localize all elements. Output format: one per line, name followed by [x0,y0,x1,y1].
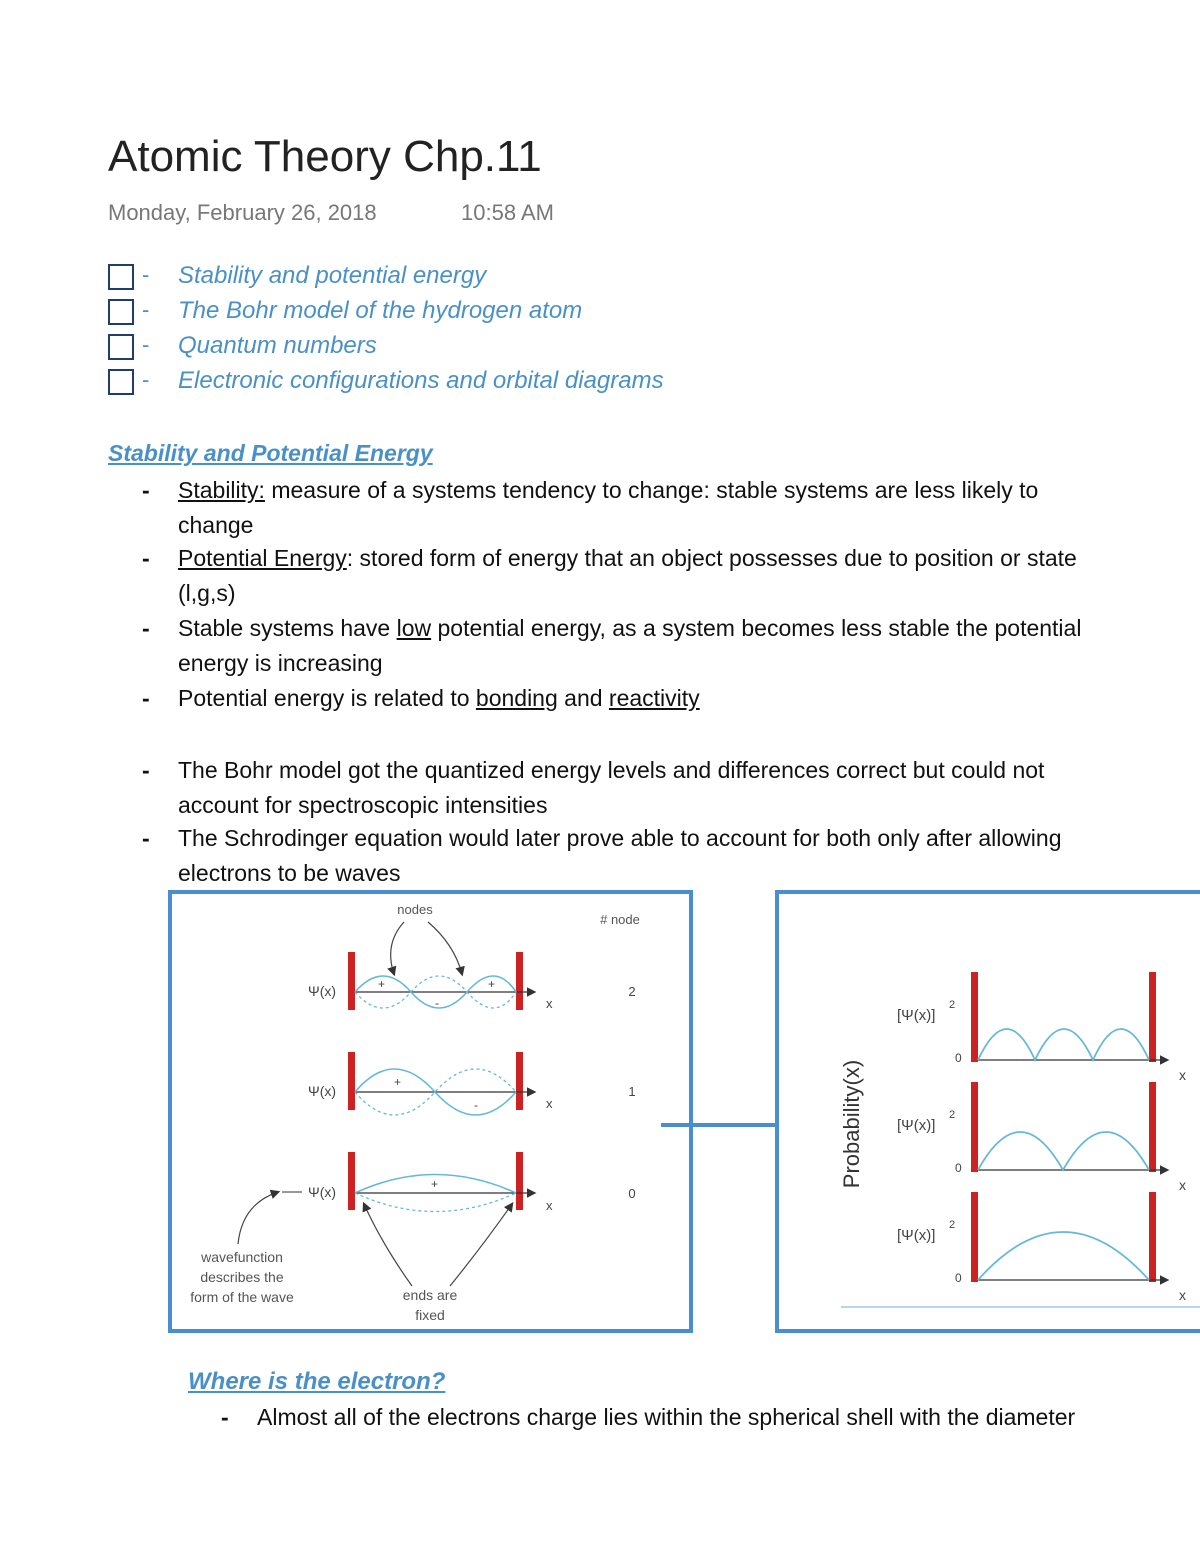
node-count: 0 [628,1186,636,1201]
bullet-bohr-model [142,753,1045,823]
bullet-text: The Bohr model got the quantized energy levels and differences correct but could not [178,757,1045,783]
bullet-electron-charge [221,1400,1076,1435]
annotation-arrow [364,1204,412,1286]
todo-checkbox[interactable] [108,264,134,290]
bullet-dash: - [221,1404,229,1430]
bullet-text: : stored form of energy that an object possesses due to position or state [346,545,1077,571]
wall [1149,972,1156,1062]
minus-sign: - [435,996,439,1010]
nodes-label: nodes [397,902,433,917]
bullet-dash: - [142,685,150,711]
zero-label: 0 [955,1161,962,1175]
node-arrow [428,922,462,974]
superscript: 2 [949,1219,956,1231]
page-date: Monday, February 26, 2018 [108,200,377,225]
bullet-text-cont: account for spectroscopic intensities [178,792,548,818]
bullet-text-cont: energy is increasing [178,650,383,676]
superscript: 2 [949,1109,956,1121]
superscript: 2 [949,999,956,1011]
todo-dash: - [142,367,150,392]
plus-sign: + [488,977,496,991]
x-label: x [1179,1177,1186,1193]
wall [971,1192,978,1282]
bullet-text: The Schrodinger equation would later prove able to account for both only after allowing [178,825,1062,851]
todo-checkbox[interactable] [108,334,134,360]
todo-label: Stability and potential energy [178,262,487,289]
wall [348,1152,355,1210]
wall [348,1052,355,1110]
x-label: x [546,996,553,1011]
term-potential-energy: Potential Energy [178,545,347,571]
bullet-dash: - [142,545,150,571]
psi-squared-label: [Ψ(x)] [897,1227,936,1244]
todo-checkbox[interactable] [108,369,134,395]
section-heading-electron: Where is the electron? [188,1368,446,1395]
probability-diagram [779,894,1200,1329]
wall [971,972,978,1062]
wall [516,952,523,1010]
x-label: x [546,1096,553,1111]
psi-squared-label: [Ψ(x)] [897,1117,936,1134]
wave-note: describes the [200,1269,284,1285]
wave-note: wavefunction [201,1249,283,1265]
term-stability: Stability: [178,477,265,503]
annotation-arrow [450,1204,512,1286]
x-label: x [546,1198,553,1213]
todo-label: The Bohr model of the hydrogen atom [178,297,583,324]
todo-dash: - [142,332,150,357]
ends-note: ends are [402,1287,458,1303]
x-label: x [1179,1067,1186,1083]
bullet-stable-systems [142,611,1082,681]
y-axis-label: Probability(x) [839,1059,864,1189]
page-title: Atomic Theory Chp.11 [108,132,542,181]
plus-sign: + [431,1177,439,1191]
wave-note: form of the wave [190,1289,294,1305]
wall [516,1152,523,1210]
probability-curve [978,1132,1149,1170]
plus-sign: + [394,1075,402,1089]
wall [348,952,355,1010]
term-low: low [396,615,432,641]
psi-squared-label: [Ψ(x)] [897,1007,936,1024]
bullet-dash: - [142,757,150,783]
node-count: 1 [628,1084,636,1099]
standing-waves-diagram [172,894,689,1329]
section-heading-stability: Stability and Potential Energy [108,440,433,466]
bullet-schrodinger [142,821,1062,891]
wall [971,1082,978,1172]
bullet-stability [142,473,1039,543]
bullet-text: Almost all of the electrons charge lies within the spherical shell with the diameter [257,1404,1076,1430]
page-time: 10:58 AM [461,200,554,225]
bullet-text: Stable systems have [178,615,397,641]
wave-curve-dashed [355,1193,516,1212]
bullet-dash: - [142,825,150,851]
psi-label: Ψ(x) [308,1083,337,1099]
zero-label: 0 [955,1271,962,1285]
x-label: x [1179,1287,1186,1303]
figure-standing-waves [168,890,693,1333]
term-bonding: bonding [475,685,558,711]
bullet-text-cont: (l,g,s) [178,580,236,606]
psi-label: Ψ(x) [308,1184,337,1200]
todo-label: Electronic configurations and orbital diagrams [178,367,664,394]
bullet-text: measure of a systems tendency to change: stable systems are less likely to [264,477,1039,503]
bullet-text: Potential energy is related to [178,685,476,711]
zero-label: 0 [955,1051,962,1065]
ends-note: fixed [415,1307,445,1323]
todo-label: Quantum numbers [178,332,377,359]
term-reactivity: reactivity [608,685,700,711]
bullet-text: potential energy, as a system becomes less stable the potential [431,615,1082,641]
bullet-text-cont: change [178,512,254,538]
plus-sign: + [378,977,386,991]
bullet-dash: - [142,477,150,503]
bullet-bonding [142,681,700,716]
annotation-arrow [238,1192,278,1244]
todo-checkbox[interactable] [108,299,134,325]
figure-probability [775,890,1200,1333]
node-arrow [391,922,404,974]
psi-label: Ψ(x) [308,983,337,999]
bullet-dash: - [142,615,150,641]
bullet-potential-energy [142,541,1077,611]
bullet-text-cont: electrons to be waves [178,860,401,886]
wall [516,1052,523,1110]
node-count: 2 [628,984,636,999]
todo-dash: - [142,262,150,287]
node-count-header: # node [600,912,640,927]
probability-curve [978,1029,1149,1060]
probability-curve [978,1232,1149,1280]
minus-sign: - [474,1098,478,1112]
wall [1149,1192,1156,1282]
bullet-text: and [557,685,609,711]
wall [1149,1082,1156,1172]
todo-dash: - [142,297,150,322]
